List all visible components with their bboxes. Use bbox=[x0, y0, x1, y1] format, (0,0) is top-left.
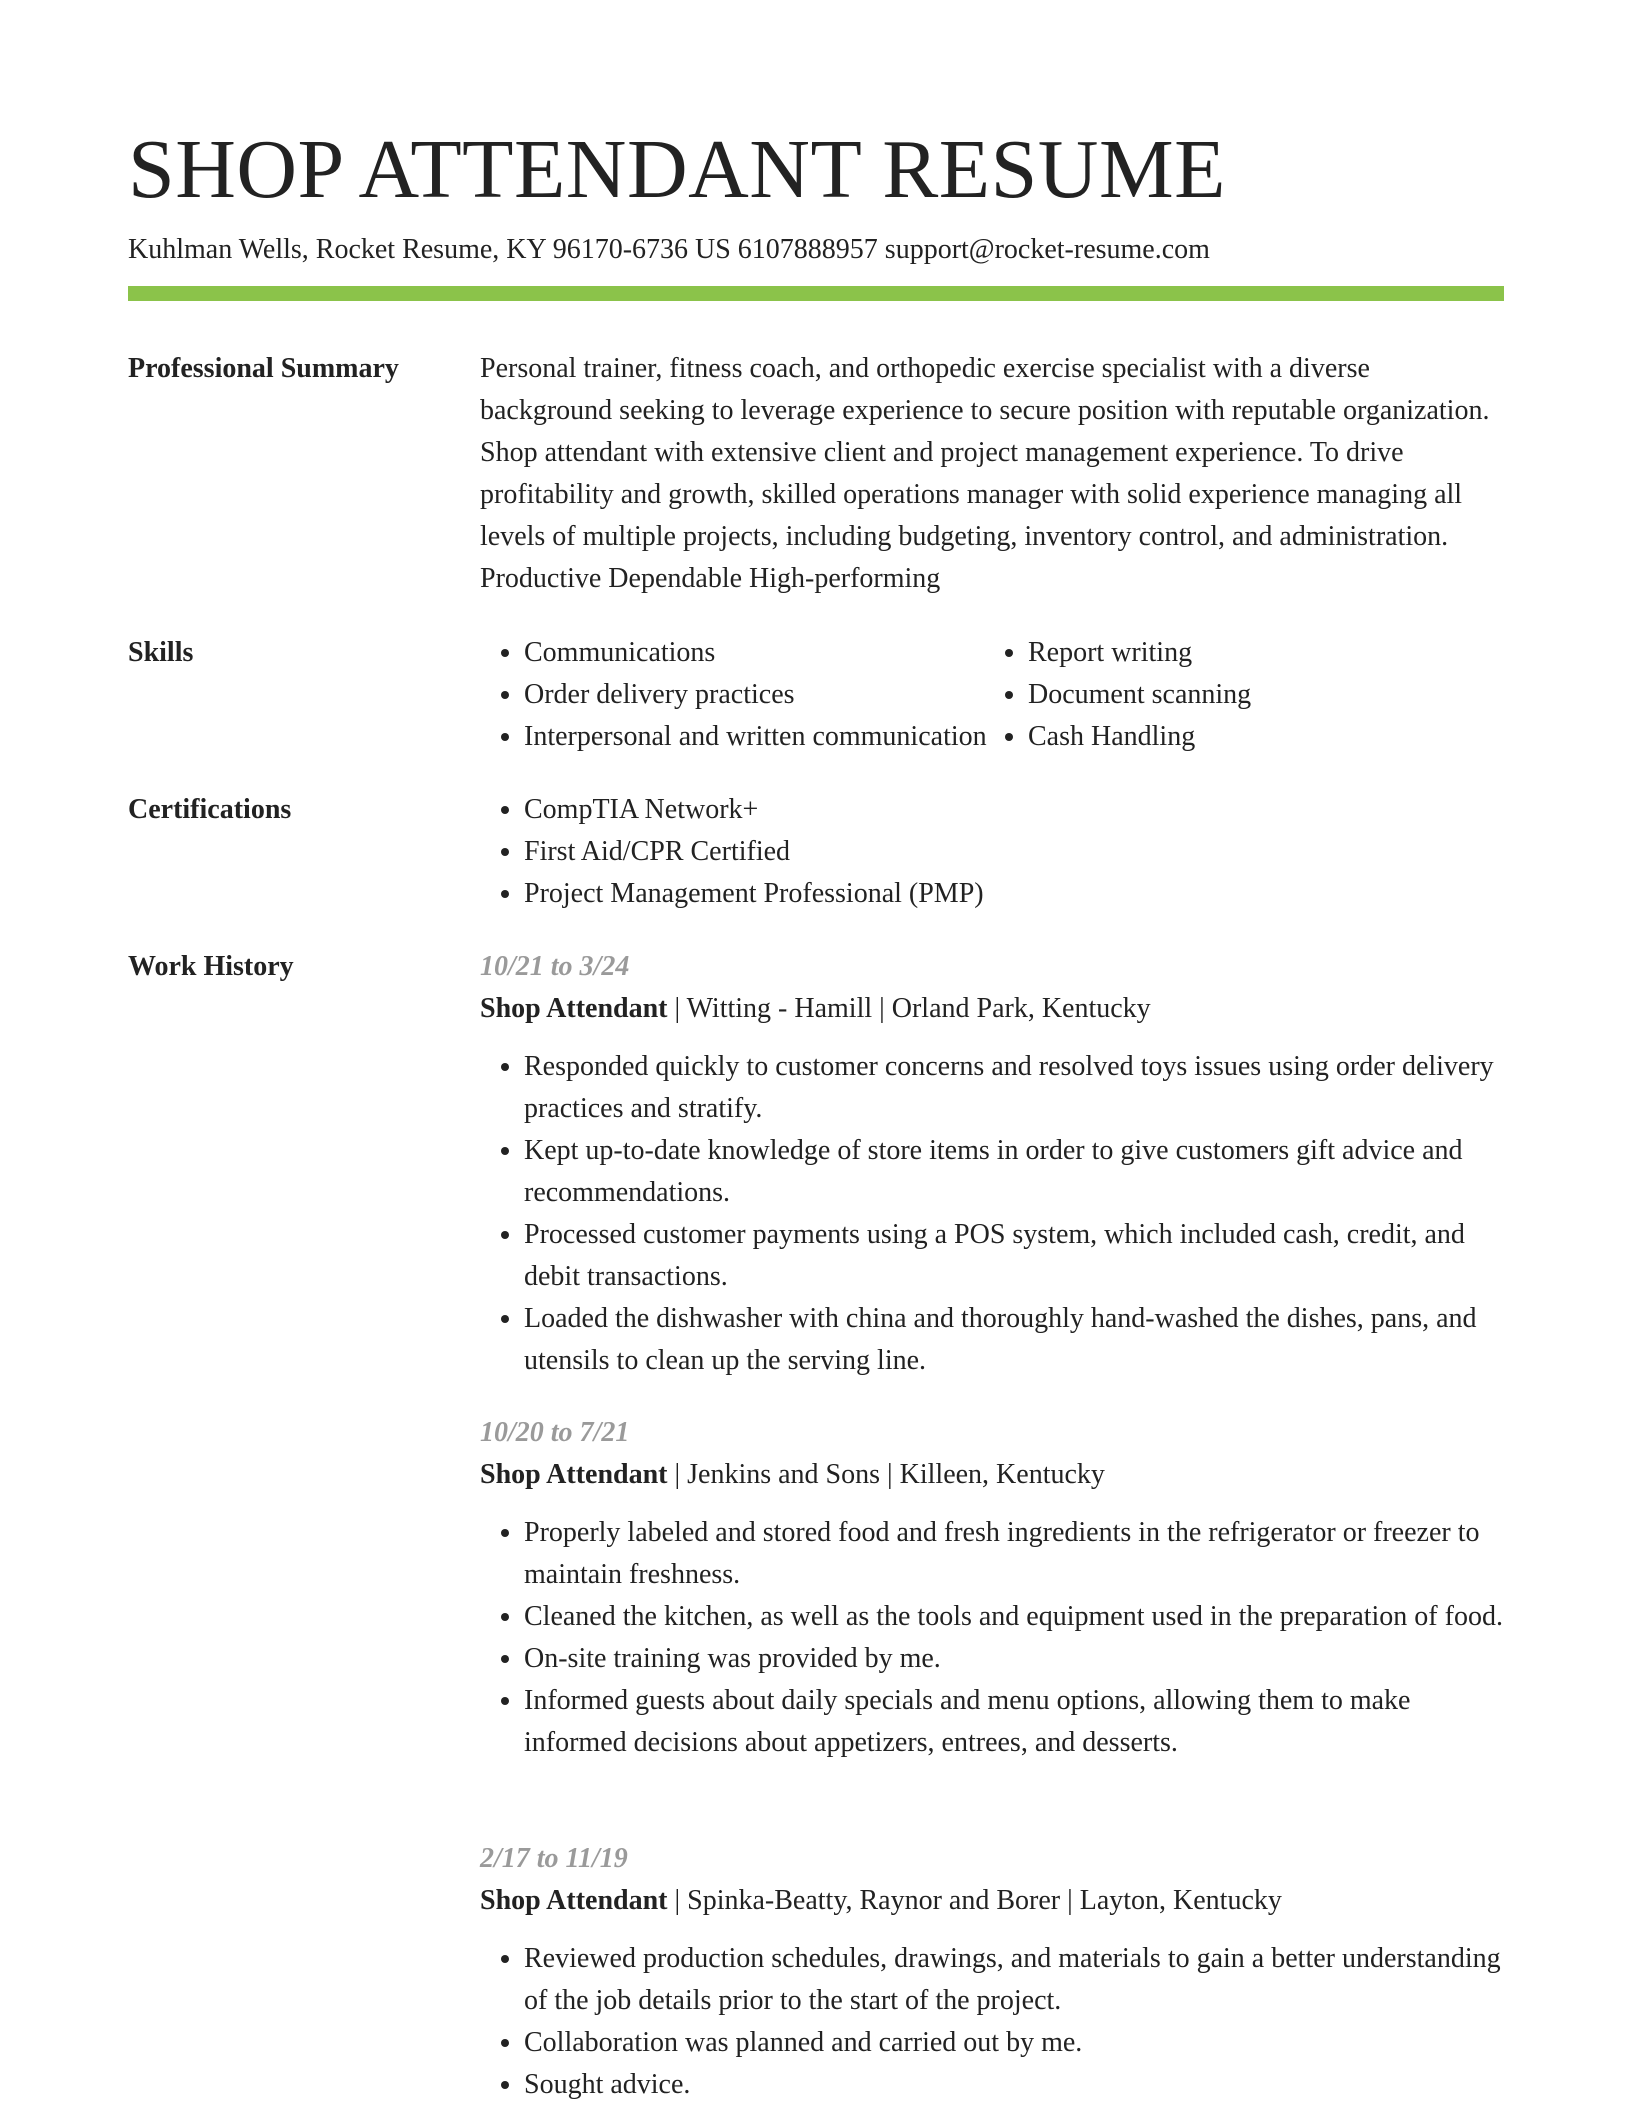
job-bullet: • On-site training was provided by me. bbox=[524, 1638, 1504, 1680]
job-separator: | bbox=[872, 993, 892, 1024]
job-title: Shop Attendant bbox=[480, 1885, 668, 1916]
header-divider bbox=[128, 286, 1504, 301]
job-bullet-list bbox=[480, 1512, 1504, 1764]
job-separator: | bbox=[1060, 1885, 1080, 1916]
job-entry bbox=[480, 946, 1504, 1382]
job-separator: | bbox=[667, 1459, 688, 1490]
page-title: SHOP ATTENDANT RESUME bbox=[128, 123, 1226, 216]
summary-text: Personal trainer, fitness coach, and orthopedic exercise specialist with a diverse background seeking to leverage experience to secure position with reputable organization. Shop attendant with extensive client and project management experience. To drive profitability and growth, skilled operations manager with solid experience managing all levels of multiple projects, including budgeting, inventory control, and administration. Productive Dependable High-performing bbox=[480, 353, 1490, 594]
skills-list-left bbox=[480, 632, 1044, 758]
summary-heading: Professional Summary bbox=[128, 353, 399, 384]
skills-columns bbox=[480, 632, 1504, 758]
certifications-heading: Certifications bbox=[128, 794, 292, 825]
job-company: Witting - Hamill bbox=[686, 993, 873, 1024]
job-location: Killeen, Kentucky bbox=[899, 1459, 1105, 1490]
skill-item: • Document scanning bbox=[1028, 674, 1528, 716]
skill-item: • Order delivery practices bbox=[524, 674, 1044, 716]
job-bullet: • Kept up-to-date knowledge of store items in order to give customers gift advice and recommendations. bbox=[524, 1130, 1504, 1214]
skills-list-right bbox=[984, 632, 1528, 758]
certifications-list bbox=[480, 789, 1504, 915]
certifications-body bbox=[480, 789, 1504, 915]
job-bullet: • Reviewed production schedules, drawings, and materials to gain a better understanding of the job details prior to the start of the project. bbox=[524, 1938, 1504, 2022]
skill-item: • Cash Handling bbox=[1028, 716, 1528, 758]
job-dates: 10/21 to 3/24 bbox=[480, 951, 630, 982]
job-heading bbox=[480, 988, 1504, 1030]
job-bullet: • Properly labeled and stored food and fresh ingredients in the refrigerator or freezer to maintain freshness. bbox=[524, 1512, 1504, 1596]
job-location: Layton, Kentucky bbox=[1079, 1885, 1282, 1916]
job-bullet: • Informed guests about daily specials and menu options, allowing them to make informed decisions about appetizers, entrees, and desserts. bbox=[524, 1680, 1504, 1764]
job-location: Orland Park, Kentucky bbox=[891, 993, 1151, 1024]
job-company: Spinka-Beatty, Raynor and Borer bbox=[687, 1885, 1061, 1916]
job-heading bbox=[480, 1454, 1504, 1496]
job-bullet-list bbox=[480, 1046, 1504, 1382]
job-bullet: • Loaded the dishwasher with china and thoroughly hand-washed the dishes, pans, and utensils to clean up the serving line. bbox=[524, 1298, 1504, 1382]
contact-info: Kuhlman Wells, Rocket Resume, KY 96170-6736 US 6107888957 support@rocket-resume.com bbox=[128, 234, 1210, 265]
job-bullet: • Cleaned the kitchen, as well as the tools and equipment used in the preparation of food. bbox=[524, 1596, 1504, 1638]
job-title: Shop Attendant bbox=[480, 993, 668, 1024]
job-heading bbox=[480, 1880, 1504, 1922]
job-company: Jenkins and Sons bbox=[687, 1459, 881, 1490]
summary-body bbox=[480, 348, 1504, 600]
skill-item: • Communications bbox=[524, 632, 1044, 674]
job-separator: | bbox=[667, 993, 687, 1024]
job-bullet: • Responded quickly to customer concerns and resolved toys issues using order delivery practices and stratify. bbox=[524, 1046, 1504, 1130]
job-dates: 10/20 to 7/21 bbox=[480, 1417, 630, 1448]
job-bullet: • Collaboration was planned and carried out by me. bbox=[524, 2022, 1504, 2064]
job-title: Shop Attendant bbox=[480, 1459, 668, 1490]
skill-item: • Report writing bbox=[1028, 632, 1528, 674]
job-entry bbox=[480, 1838, 1504, 2106]
job-separator: | bbox=[880, 1459, 900, 1490]
job-entry bbox=[480, 1412, 1504, 1764]
job-bullet-list bbox=[480, 1938, 1504, 2106]
job-separator: | bbox=[667, 1885, 688, 1916]
certification-item: • First Aid/CPR Certified bbox=[524, 831, 1504, 873]
skills-body bbox=[480, 632, 1504, 758]
skill-item: • Interpersonal and written communication bbox=[524, 716, 1044, 758]
job-dates: 2/17 to 11/19 bbox=[480, 1843, 628, 1874]
certification-item: • CompTIA Network+ bbox=[524, 789, 1504, 831]
skills-heading: Skills bbox=[128, 637, 194, 668]
work-history-heading: Work History bbox=[128, 951, 294, 982]
certification-item: • Project Management Professional (PMP) bbox=[524, 873, 1504, 915]
job-bullet: • Processed customer payments using a POS system, which included cash, credit, and debit transactions. bbox=[524, 1214, 1504, 1298]
job-bullet: • Sought advice. bbox=[524, 2064, 1504, 2106]
